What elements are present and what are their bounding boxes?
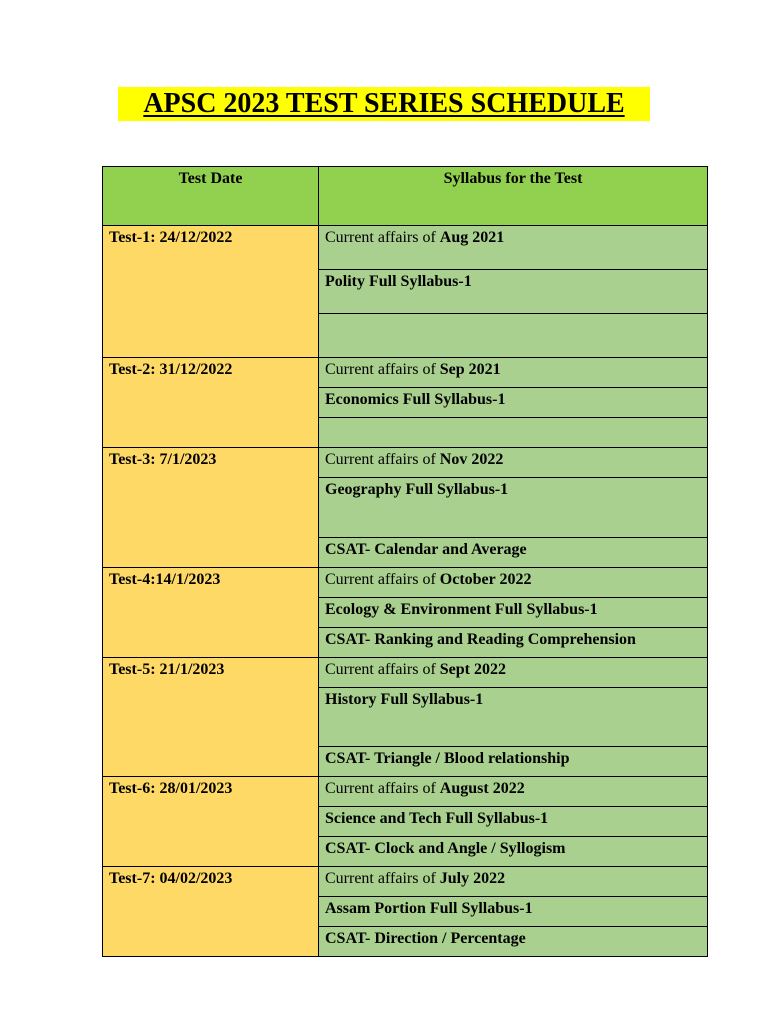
current-affairs-cell: Current affairs of Aug 2021 — [319, 226, 708, 270]
table-header-row — [103, 167, 708, 226]
test-date-cell: Test-3: 7/1/2023 — [103, 448, 319, 568]
test-date-cell: Test-6: 28/01/2023 — [103, 777, 319, 867]
test-date-cell: Test-4:14/1/2023 — [103, 568, 319, 658]
csat-cell: CSAT- Triangle / Blood relationship — [319, 747, 708, 777]
subject-cell: Geography Full Syllabus-1 — [319, 478, 708, 538]
csat-cell — [319, 314, 708, 358]
current-affairs-cell: Current affairs of August 2022 — [319, 777, 708, 807]
csat-cell: CSAT- Clock and Angle / Syllogism — [319, 837, 708, 867]
test-date-cell: Test-1: 24/12/2022 — [103, 226, 319, 358]
current-affairs-cell: Current affairs of Sept 2022 — [319, 658, 708, 688]
table-row — [103, 448, 708, 478]
current-affairs-cell: Current affairs of July 2022 — [319, 867, 708, 897]
subject-cell: Science and Tech Full Syllabus-1 — [319, 807, 708, 837]
table-row — [103, 568, 708, 598]
subject-cell: Polity Full Syllabus-1 — [319, 270, 708, 314]
subject-cell: Economics Full Syllabus-1 — [319, 388, 708, 418]
csat-cell: CSAT- Ranking and Reading Comprehension — [319, 628, 708, 658]
schedule-table — [102, 166, 708, 957]
table-row — [103, 777, 708, 807]
table-row — [103, 358, 708, 388]
table-row — [103, 658, 708, 688]
subject-cell: Ecology & Environment Full Syllabus-1 — [319, 598, 708, 628]
current-affairs-cell: Current affairs of Sep 2021 — [319, 358, 708, 388]
test-date-cell: Test-2: 31/12/2022 — [103, 358, 319, 448]
csat-cell: CSAT- Direction / Percentage — [319, 927, 708, 957]
header-syllabus: Syllabus for the Test — [319, 167, 708, 226]
subject-cell: History Full Syllabus-1 — [319, 688, 708, 747]
table-row — [103, 226, 708, 270]
csat-cell — [319, 418, 708, 448]
test-date-cell: Test-7: 04/02/2023 — [103, 867, 319, 957]
current-affairs-cell: Current affairs of Nov 2022 — [319, 448, 708, 478]
table-row — [103, 867, 708, 897]
current-affairs-cell: Current affairs of October 2022 — [319, 568, 708, 598]
page-title: APSC 2023 TEST SERIES SCHEDULE — [118, 87, 650, 121]
test-date-cell: Test-5: 21/1/2023 — [103, 658, 319, 777]
csat-cell: CSAT- Calendar and Average — [319, 538, 708, 568]
header-test-date: Test Date — [103, 167, 319, 226]
subject-cell: Assam Portion Full Syllabus-1 — [319, 897, 708, 927]
